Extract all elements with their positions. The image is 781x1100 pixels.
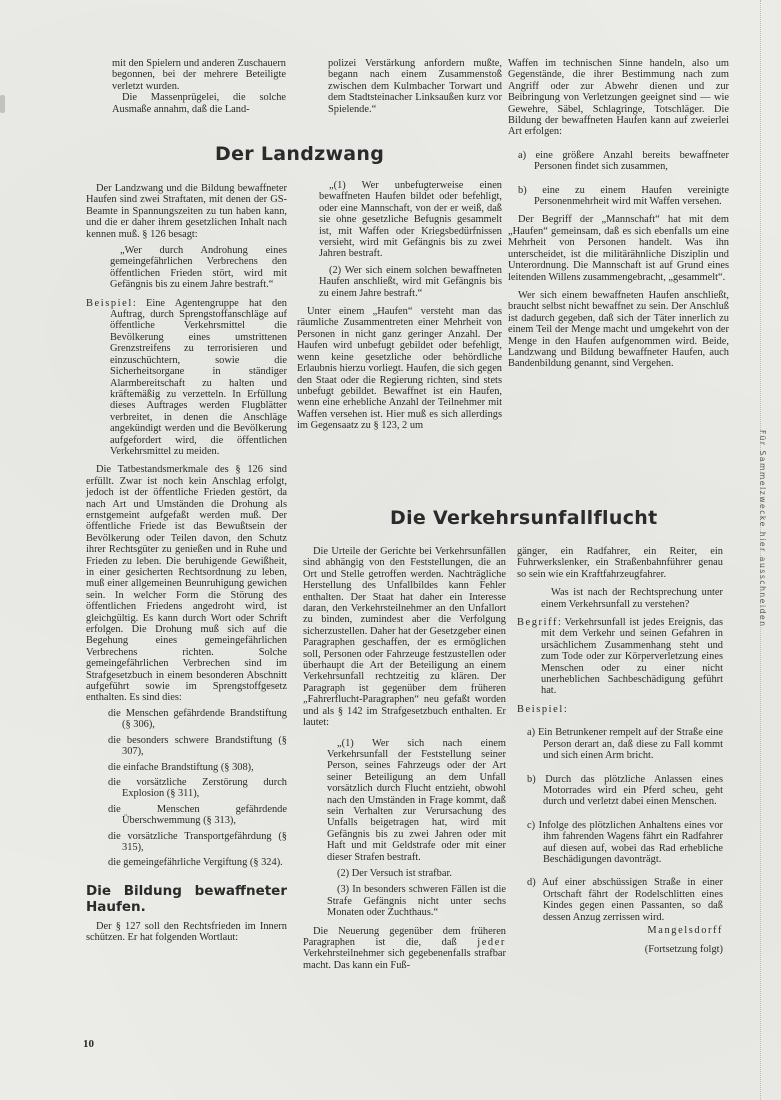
list-marker: c): [527, 819, 536, 831]
intro-text: Die Massenprügelei, die solche Ausmaße annahm, daß die Land-: [112, 92, 286, 115]
example-label: Beispiel: [86, 297, 133, 309]
crime-list-item: die einfache Brandstiftung (§ 308),: [108, 761, 254, 773]
quote-text: (3) In besonders schweren Fällen ist die Strafe Gefängnis nicht unter sechs Monaten oder Zuchthaus.“: [327, 884, 506, 919]
paragraph: Die Tatbestandsmerkmale des § 126 sind erfüllt. Zwar ist noch kein Anschlag erfolgt, jedoch ist der öffentliche Frieden gestört, da nach Art und Umständen die Drohung als ernstgemeint aufgefaßt werden muß. Der öffentliche Friede ist das Bewußtsein der Bevölkerung oder Teilen davon, den Schutz ihrer Rechtsgüter zu genießen und in Ruhe und Frieden zu leben. Die beruhigende Gewißheit, in einer gesicherten Rechtsordnung zu leben, muß einer allgemeinen Beunruhigung gewichen sein. In welcher Form die Störung des öffentlichen Friedens angedroht wird, ist gleichgültig. Es kann durch Wort oder Schrift erfolgen. Die Drohung muß sich auf die Begehung eines gemeingefährlichen Verbrechens richten. Solche gemeingefährlichen Verbrechen sind im Strafgesetzbuch in einem besonderen Abschnitt aufgeführt sowie im Sprengstoffgesetz enthalten. Es sind dies:: [86, 464, 287, 704]
example-label: Beispiel:: [517, 703, 569, 715]
quote-text: „Wer durch Androhung eines gemeingefährlichen Verbrechens den öffentlichen Frieden stört, wird mit Gefängnis bis zu einem Jahre bestraft.“: [110, 245, 287, 291]
list-text: Auf einer abschüssigen Straße in einer Ortschaft fährt der Rodelschlitten eines Kindes gegen einen Passanten, so daß dessen Anzug zerrissen wird.: [541, 877, 724, 923]
subheading-bildung: Die Bildung bewaffneter Haufen.: [86, 882, 287, 915]
paragraph: Der Begriff der „Mannschaft“ hat mit dem „Haufen“ gemeinsam, daß es sich ebenfalls um eine Mehrheit von Personen handelt. Was ihn unterscheidet, ist die militärähnliche Disziplin und Unterordnung. Die Mannschaft ist auf Grund eines leitenden Willens zusammengebracht, „gesammelt“.: [508, 214, 729, 283]
example-item: [517, 877, 723, 923]
example-item: [517, 727, 723, 761]
continued-note: (Fortsetzung folgt): [644, 944, 723, 956]
example-paragraph: [86, 298, 287, 458]
paragraph: [303, 926, 506, 972]
definition-text: : Verkehrsunfall ist jedes Ereignis, das mit dem Verkehr und seinen Gefahren in ursächlichem Zusammenhang steht und zum Tode oder zur Körperverletzung eines Menschen oder zu einer nicht unerheblichen Sachbeschädigung geführt hat.: [541, 617, 723, 697]
question: Was ist nach der Rechtsprechung unter einem Verkehrsunfall zu verstehen?: [541, 587, 723, 610]
list-text: Durch das plötzliche Anlassen eines Motorrades wird ein Pferd scheu, geht durch und verletzt dabei einen Menschen.: [543, 773, 723, 808]
list-marker: d): [527, 877, 536, 889]
side-note: Für Sammelzwecke hier ausschneiden: [758, 430, 767, 628]
list-text: Infolge des plötzlichen Anhaltens eines vor ihm fahrenden Wagens fährt ein Radfahrer auf diesen auf, wobei das Rad erhebliche Beschädigungen davonträgt.: [538, 819, 723, 865]
paragraph: Die Urteile der Gerichte bei Verkehrsunfällen sind abhängig von den Feststellungen, die an Ort und Stelle getroffen werden. Nachträgliche Herstellung des Unfallbildes kann Fehler enthalten. Der Staat hat daher ein Interesse daran, den Verkehrsteilnehmer an den Unfallort zu binden, zumindest aber die Verfolgung sicherzustellen. Daher hat der Gesetzgeber einen Paragraphen geschaffen, der es ermöglichen soll, Personen oder Fahrzeuge festzustellen oder überhaupt die Art der Beteiligung an einem Verkehrsunfall rechtzeitig zu klären. Der Paragraph ist gegenüber dem früheren „Fahrerflucht-Paragraphen“ neu gefaßt worden und als § 142 im Strafgesetzbuch enthalten. Er lautet:: [303, 546, 506, 729]
list-marker: a): [527, 727, 536, 739]
paragraph: Wer sich einem bewaffneten Haufen anschließt, braucht selbst nicht bewaffnet zu sein. Der Anschluß ist dadurch gegeben, daß sich der Täter innerlich zu einem Teil der Menge macht und umgekehrt von der Menge in den Haufen aufgenommen wird. Beide, Landzwang und Bildung bewaffneter Haufen, auch Bandenbildung genannt, sind Vergehen.: [508, 289, 729, 370]
paragraph: Der Landzwang und die Bildung bewaffneter Haufen sind zwei Straftaten, mit denen der GS-Beamte in Spannungszeiten zu tun haben kann, und die er daher ihrem gesetzlichen Inhalt nach kennen muß. § 126 besagt:: [86, 183, 287, 240]
quote-text: (2) Der Versuch ist strafbar.: [337, 867, 452, 879]
unfallflucht-column-2: [303, 546, 506, 971]
list-text: Ein Betrunkener rempelt auf der Straße eine Person derart an, daß diese zu Fall kommt und sich einen Arm bricht.: [537, 727, 723, 762]
intro-column-2: [328, 58, 502, 115]
author: Mangelsdorff: [647, 924, 723, 936]
scan-mark: [0, 95, 5, 113]
list-marker: b): [518, 184, 527, 196]
text: Verkehrsteilnehmer sich gegebenenfalls strafbar macht. Das kann ein Fuß-: [303, 948, 506, 971]
landzwang-column-1: [86, 183, 287, 944]
section-title-verkehrsunfallflucht: Die Verkehrsunfallflucht: [390, 507, 658, 529]
crime-list-item: die Menschen gefährdende Überschwemmung (§ 313),: [108, 803, 287, 827]
paragraph: Unter einem „Haufen“ versteht man das räumliche Zusammentreten einer Mehrheit von Personen in nicht ganz geringer Anzahl. Der Haufen wird unbefugt gebildet oder befehligt, wenn keine gesetzliche oder behördliche Erlaubnis hierzu vorliegt. Haufen, die sich gegen den Staat oder die Regierung richten, sind stets unbefugt gebildet. Bewaffnet ist ein Haufen, wenn eine erhebliche Anzahl der Teilnehmer mit Waffen versehen ist. Hier muß es sich allerdings im Gegensaatz zu § 123, 2 um: [297, 306, 502, 432]
list-item: [508, 185, 729, 208]
law-quote: [86, 245, 287, 291]
list-text: eine größere Anzahl bereits bewaffneter Personen findet sich zusammen,: [534, 149, 729, 173]
crime-list-item: die vorsätzliche Zerstörung durch Explosion (§ 311),: [108, 776, 287, 800]
crime-list-item: die gemeingefährliche Vergiftung (§ 324).: [108, 857, 283, 869]
law-quote: [297, 180, 502, 299]
crime-list-item: die besonders schwere Brandstiftung (§ 307),: [108, 734, 287, 758]
crime-list-item: die Menschen gefährdende Brandstiftung (§ 306),: [108, 707, 287, 731]
list-item: [508, 150, 729, 173]
example-item: [517, 774, 723, 808]
page-number: 10: [83, 1038, 94, 1050]
definition-label: Begriff: [517, 617, 559, 629]
emphasis-text: jeder: [477, 937, 506, 948]
quote-text: „(1) Wer sich nach einem Verkehrsunfall der Feststellung seiner Person, seines Fahrzeugs oder der Art seiner Beteiligung an dem Unfall vorsätzlich durch Flucht entzieht, obwohl nach den Umständen in Frage kommt, daß sein Verhalten zur Verursachung des Unfalls beigetragen hat, wird mit Gefängnis bis zu zwei Jahren oder mit Haft und mit Geldstrafe oder mit einer dieser Strafen bestraft.: [327, 737, 506, 863]
definition: [517, 617, 723, 697]
crime-list-item: die vorsätzliche Transportgefährdung (§ 315),: [108, 830, 287, 853]
example-text: : Eine Agentengruppe hat den Auftrag, durch Sprengstoffanschläge auf öffentliche Verkehrsmittel die Bevölkerung eines umstrittenen Grenzstreifens zu terrorisieren und einzuschüchtern, sowie die Sicherheitsorgane in ständiger Alarmbereitschaft zu halten und kräftemäßig zu verzetteln. In Erfüllung dieses Auftrages werden Flugblätter verbreitet, in denen die Anschläge angekündigt werden und die Bevölkerung aufgefordert wird, die öffentlichen Verkehrsmittel zu meiden.: [110, 297, 287, 457]
section-title-landzwang: Der Landzwang: [215, 143, 385, 165]
paragraph: Waffen im technischen Sinne handeln, also um Gegenstände, die ihrer Bestimmung nach zum Angriff oder zur Abwehr dienen und zur Beibringung von Verletzungen geeignet sind — wie Gewehre, Säbel, Schlagringe, Totschläger. Die Bildung der bewaffneten Haufen kann auf zweierlei Art erfolgen:: [508, 58, 729, 138]
intro-text: mit den Spielern und anderen Zuschauern begonnen, bei der mehrere Beteiligte verletzt wurden.: [112, 58, 286, 92]
intro-text: polizei Verstärkung anfordern mußte, begann nach einem Zusammenstoß zwischen dem Kulmbacher Torwart und dem Stadtsteinacher Linksaußen kurz vor Spielende.“: [328, 58, 502, 115]
law-quote: [303, 738, 506, 919]
paragraph: gänger, ein Radfahrer, ein Reiter, ein Fuhrwerkslenker, ein Straßenbahnführer genau so sein wie ein Kraftfahrzeugfahrer.: [517, 546, 723, 580]
list-text: eine zu einem Haufen vereinigte Personenmehrheit wird mit Waffen versehen.: [534, 184, 729, 208]
paragraph: Der § 127 soll den Rechtsfrieden im Innern schützen. Er hat folgenden Wortlaut:: [86, 920, 287, 944]
list-marker: b): [527, 773, 536, 785]
text: Die Neuerung gegenüber dem früheren Paragraphen ist die, daß: [303, 925, 506, 948]
landzwang-column-2: [297, 180, 502, 432]
list-marker: a): [518, 149, 527, 161]
quote-text: (2) Wer sich einem solchen bewaffneten Haufen anschließt, wird mit Gefängnis bis zu einem Jahre bestraft.“: [319, 264, 502, 299]
landzwang-column-3: [508, 58, 729, 370]
unfallflucht-column-3: [517, 546, 723, 956]
quote-text: „(1) Wer unbefugterweise einen bewaffneten Haufen bildet oder befehligt, oder eine Mannschaft, von der er weiß, daß sie ohne gesetzliche Befugnis gesammelt ist, mit Waffen oder Kriegsbedürfnissen versieht, wird mit Gefängnis bis zu zwei Jahren bestraft.: [319, 180, 502, 260]
intro-column-1: [112, 58, 286, 115]
example-item: [517, 820, 723, 866]
